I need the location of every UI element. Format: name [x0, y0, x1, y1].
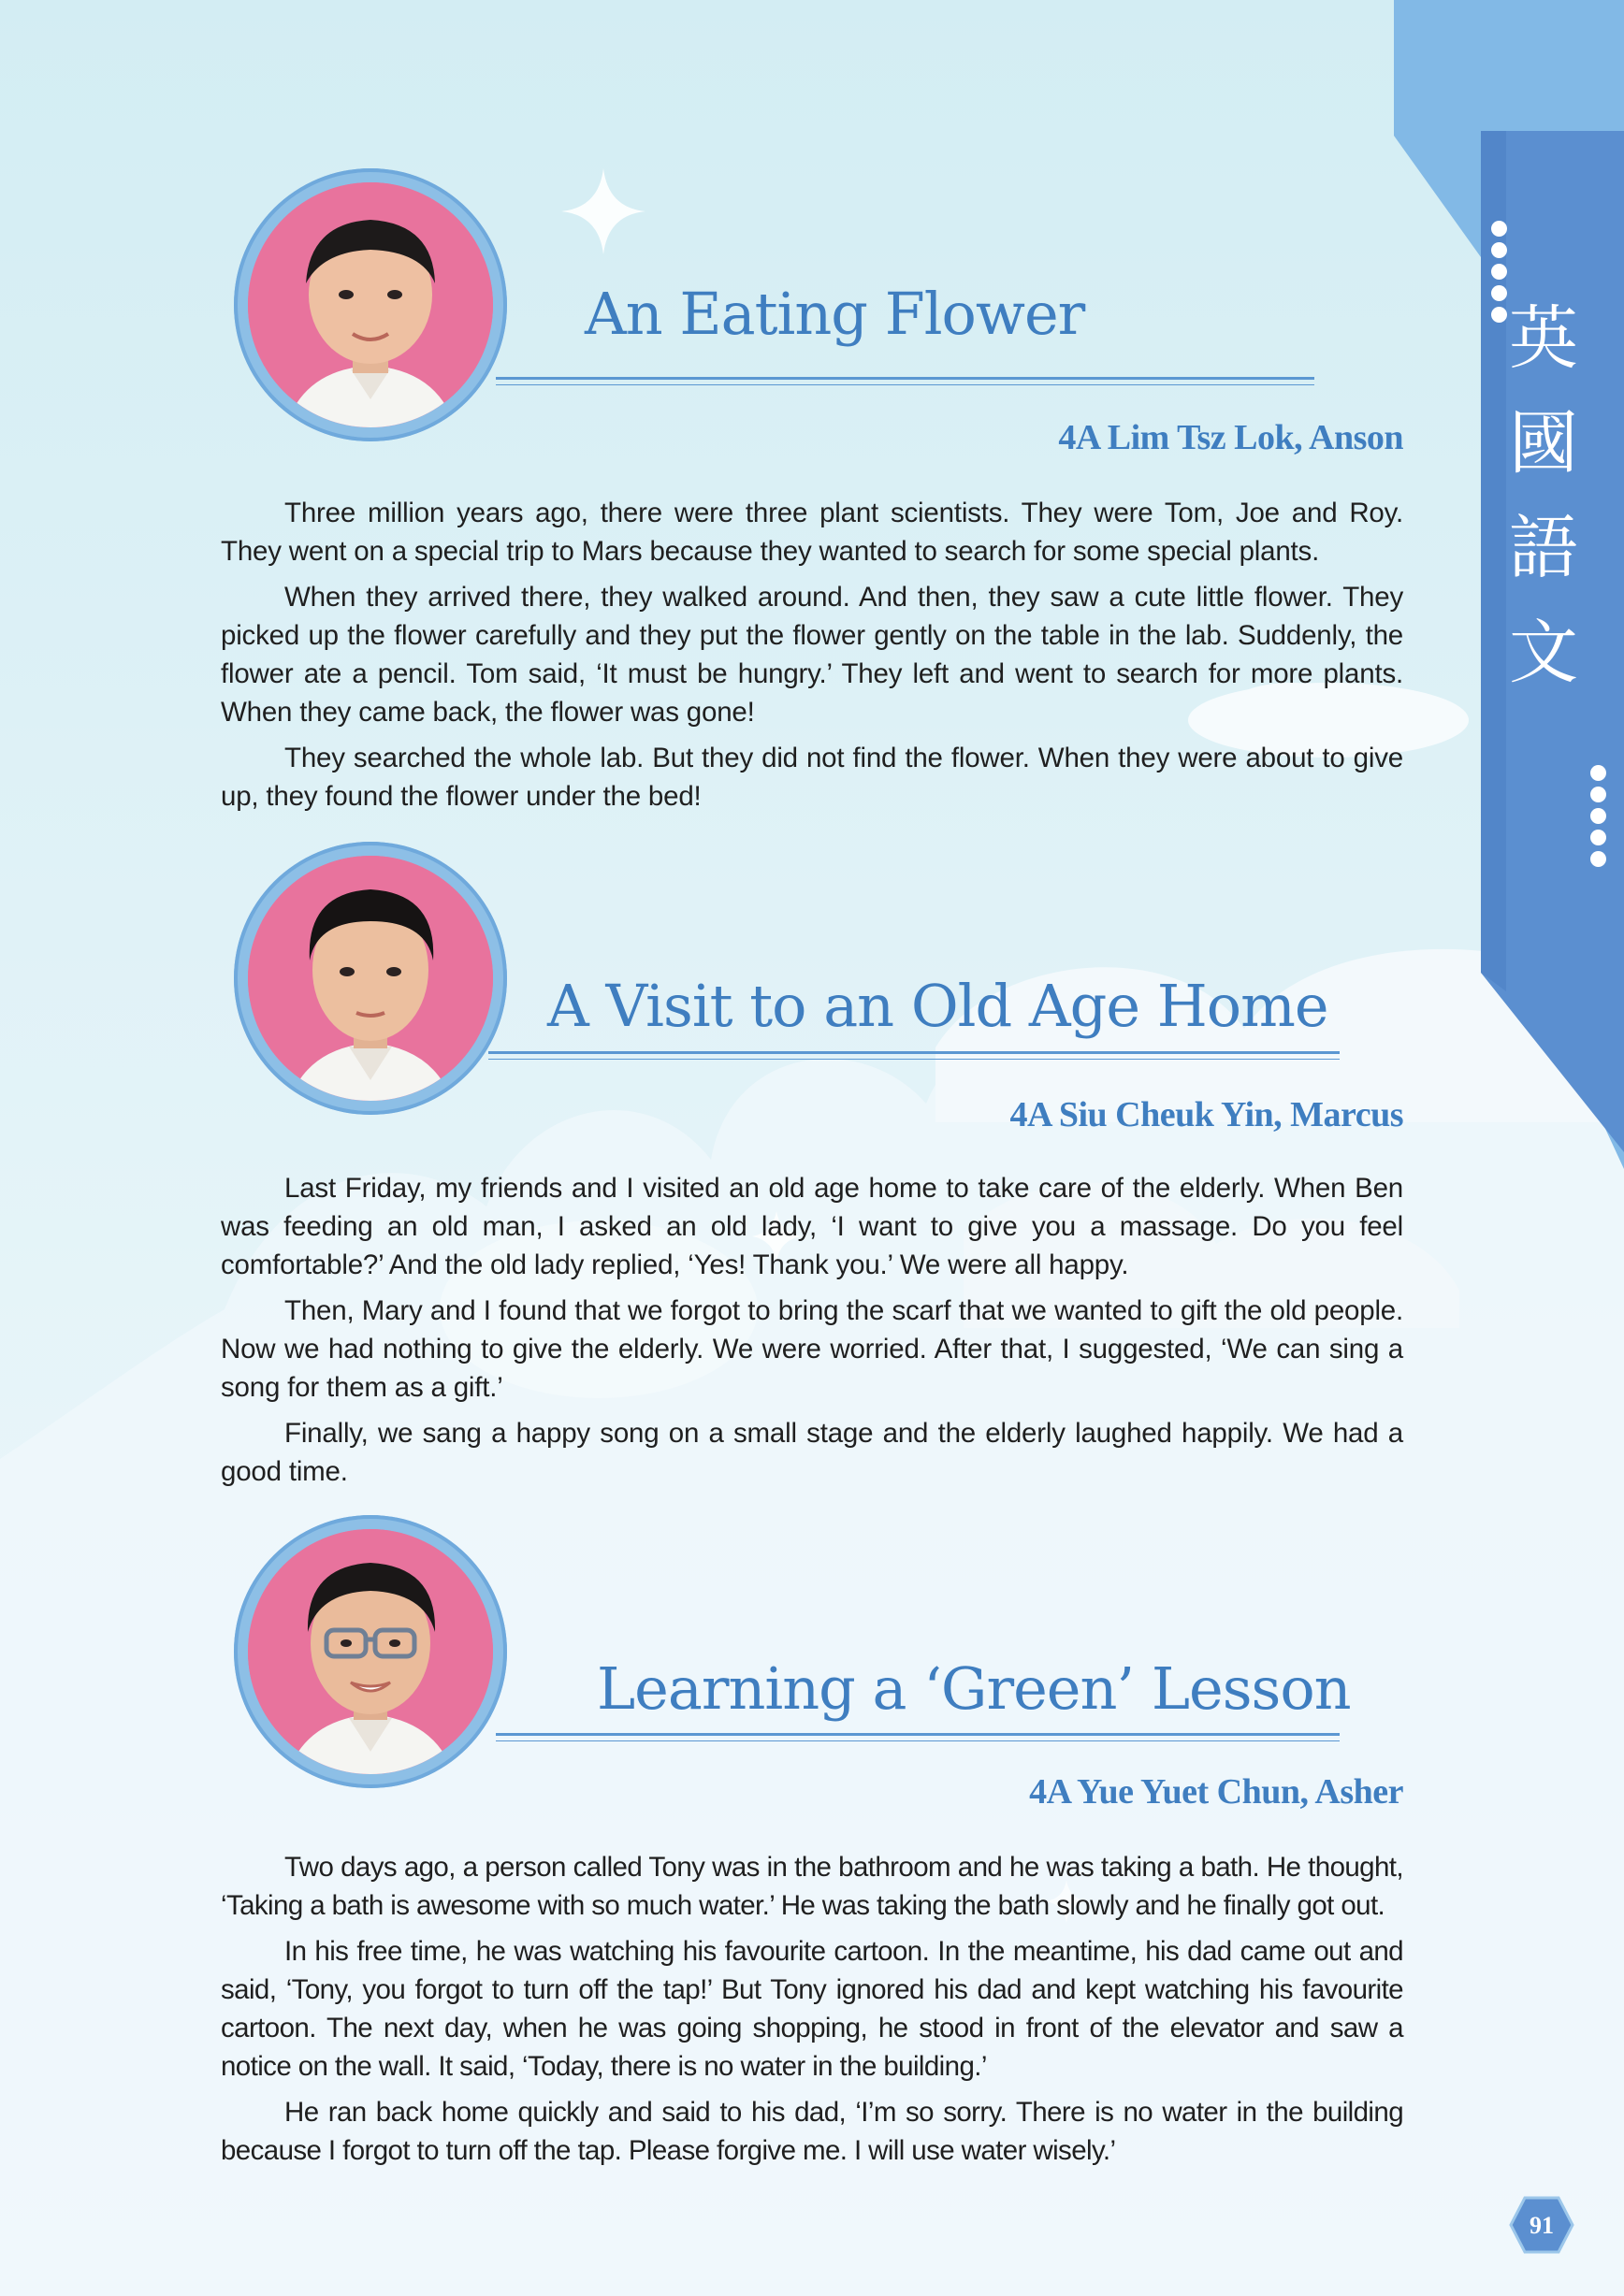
title-underline: [488, 1051, 1340, 1060]
dot: [1590, 765, 1606, 781]
section-title-char: 語: [1509, 508, 1578, 588]
student-photo-frame: [234, 1515, 507, 1788]
dot: [1491, 221, 1507, 237]
student-photo: [248, 182, 493, 427]
title-underline: [496, 377, 1314, 385]
dot: [1491, 264, 1507, 280]
article-title: An Eating Flower: [585, 280, 1085, 348]
section-title-vertical: [1492, 298, 1595, 693]
paragraph: When they arrived there, they walked around. And then, they saw a cute little flower. They picked up the flower carefully and they put the flower gently on the table in the lab. Suddenly, the flower ate a pencil. Tom said, ‘It must be hungry.’ They left and went to search for more plants. When they came back, the flower was gone!: [221, 582, 1403, 728]
article-author: 4A Lim Tsz Lok, Anson: [1058, 418, 1403, 457]
section-title-char: 英: [1509, 298, 1578, 379]
page-number: 91: [1530, 2212, 1554, 2239]
section-title-char: 國: [1509, 403, 1578, 484]
decorative-dots-bottom: [1590, 765, 1613, 867]
article-author: 4A Siu Cheuk Yin, Marcus: [1009, 1095, 1403, 1134]
paragraph: Three million years ago, there were three plant scientists. They were Tom, Joe and Roy. They went on a special trip to Mars because they wanted to search for some special plants.: [221, 498, 1403, 567]
student-photo: [248, 1529, 493, 1774]
dot: [1590, 830, 1606, 845]
student-photo-frame: [234, 168, 507, 441]
student-photo-frame: [234, 842, 507, 1115]
section-title-char: 文: [1509, 613, 1578, 693]
student-portrait-icon: [248, 182, 493, 427]
article-title: Learning a ‘Green’ Lesson: [597, 1654, 1351, 1723]
student-portrait-icon: [248, 856, 493, 1101]
dot: [1590, 808, 1606, 824]
article-body: [221, 1848, 1403, 2177]
title-underline: [496, 1733, 1340, 1741]
article-author: 4A Yue Yuet Chun, Asher: [1029, 1772, 1403, 1812]
paragraph: He ran back home quickly and said to his dad, ‘I’m so sorry. There is no water in the building because I forgot to turn off the tap. Please forgive me. I will use water wisely.’: [221, 2097, 1403, 2166]
paragraph: Then, Mary and I found that we forgot to bring the scarf that we wanted to gift the old people. Now we had nothing to give the elderly. We were worried. After that, I suggested, ‘We can sing a song for them as a gift.’: [221, 1295, 1403, 1403]
dot: [1491, 285, 1507, 301]
paragraph: Two days ago, a person called Tony was in the bathroom and he was taking a bath. He thought, ‘Taking a bath is awesome with so much water.’ He was taking the bath slowly and he finally got out.: [221, 1852, 1403, 1921]
student-portrait-icon: [248, 1529, 493, 1774]
paragraph: They searched the whole lab. But they did not find the flower. When they were about to give up, they found the flower under the bed!: [221, 743, 1403, 812]
paragraph: Finally, we sang a happy song on a small stage and the elderly laughed happily. We had a good time.: [221, 1418, 1403, 1487]
dot: [1590, 851, 1606, 867]
article-body: [221, 494, 1403, 823]
paragraph: Last Friday, my friends and I visited an old age home to take care of the elderly. When Ben was feeding an old man, I asked an old lady, ‘I want to give you a massage. Do you feel comfortable?’ And the old lady replied, ‘Yes! Thank you.’ We were all happy.: [221, 1173, 1403, 1280]
article-title: A Visit to an Old Age Home: [547, 972, 1328, 1040]
student-photo: [248, 856, 493, 1101]
dot: [1590, 787, 1606, 802]
dot: [1491, 242, 1507, 258]
paragraph: In his free time, he was watching his favourite cartoon. In the meantime, his dad came out and said, ‘Tony, you forgot to turn off the tap!’ But Tony ignored his dad and kept watching his favourite cartoon. The next day, when he was going shopping, he stood in front of the elevator and saw a notice on the wall. It said, ‘Today, there is no water in the building.’: [221, 1936, 1403, 2082]
article-body: [221, 1169, 1403, 1498]
